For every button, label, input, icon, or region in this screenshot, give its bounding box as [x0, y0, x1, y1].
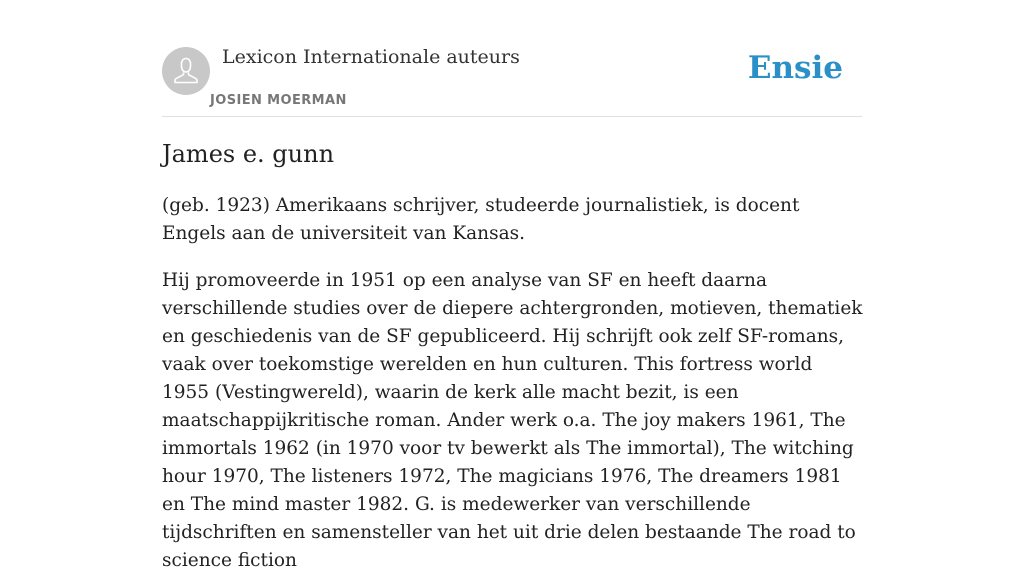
ensie-logo[interactable]: Ensie — [747, 50, 843, 86]
lexicon-header — [162, 0, 862, 117]
author-avatar[interactable] — [162, 47, 210, 95]
author-name[interactable]: JOSIEN MOERMAN — [210, 93, 347, 108]
entry-title: James e. gunn — [162, 140, 335, 168]
entry-paragraph-1: (geb. 1923) Amerikaans schrijver, studeerde journalistiek, is docent Engels aan de universiteit van Kansas. — [162, 195, 800, 244]
page-container — [162, 0, 863, 571]
user-silhouette-icon — [162, 47, 210, 95]
entry-paragraph-2: Hij promoveerde in 1951 op een analyse van SF en heeft daarna verschillende studies over de diepere achtergronden, motieven, thematiek en geschiedenis van de SF gepubliceerd. Hij schrijft ook zelf SF-romans, vaak over toekomstige werelden en hun culturen. This fortress world 1955 (Vestingwereld), waarin de kerk alle macht bezit, is een maatschappijkritische roman. Ander werk o.a. The joy makers 1961, The immortals 1962 (in 1970 voor tv bewerkt als The immortal), The witching hour 1970, The listeners 1972, The magicians 1976, The dreamers 1981 en The mind master 1982. G. is medewerker van verschillende tijdschriften en samensteller van het uit drie delen bestaande The road to science fiction — [162, 270, 863, 571]
lexicon-title-link[interactable]: Lexicon Internationale auteurs — [222, 46, 520, 68]
